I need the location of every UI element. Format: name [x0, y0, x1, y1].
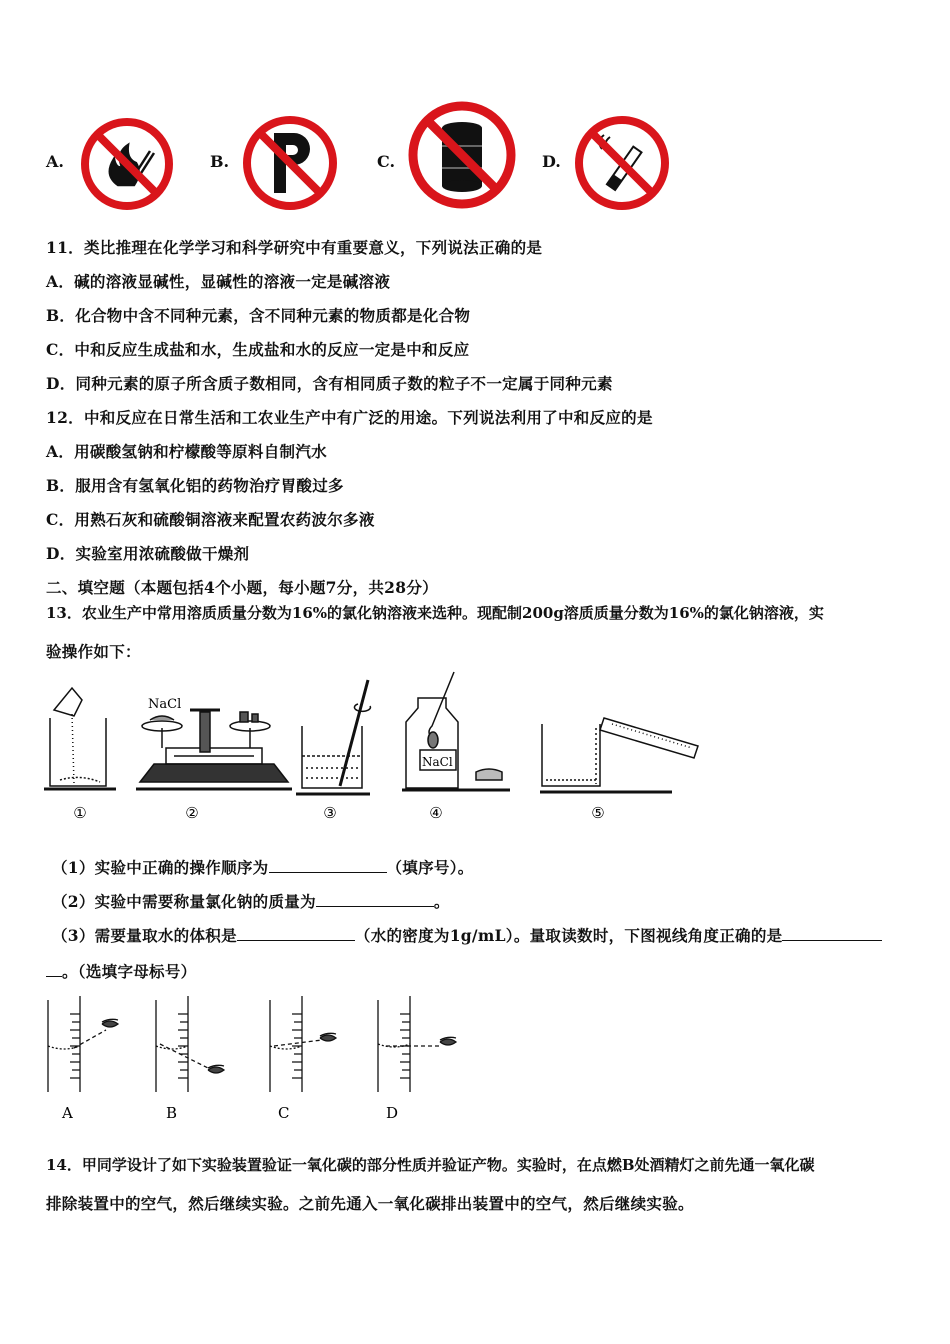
cylinder-d: [378, 996, 456, 1092]
q12-option-c: C．用熟石灰和硫酸铜溶液来配置农药波尔多液: [46, 510, 375, 529]
no-smoking-icon: [572, 113, 672, 213]
q12-option-b: B．服用含有氢氧化铝的药物治疗胃酸过多: [46, 476, 344, 495]
q13-sub3-blank-tail: [46, 962, 62, 977]
reading-label-b: B: [166, 1104, 178, 1122]
q13-sub2-text: （2）实验中需要称量氯化钠的质量为: [52, 892, 316, 911]
q13-sub1-blank[interactable]: [269, 858, 387, 873]
q13-stem-line2: 验操作如下：: [46, 642, 141, 661]
no-open-flame-icon: [78, 115, 176, 213]
reading-label-a: A: [62, 1104, 73, 1122]
sign-a-label: A.: [46, 152, 64, 171]
experiment-figure: [40, 668, 720, 828]
reading-label-c: C: [278, 1104, 290, 1122]
q13-sub3-blank-volume[interactable]: [237, 926, 355, 941]
q14-line2: 排除装置中的空气，然后继续实验。之前先通入一氧化碳排出装置中的空气，然后继续实验。: [46, 1194, 694, 1213]
sign-b-label: B.: [210, 152, 230, 171]
q13-sub3-suffix: 。（选填字母标号）: [62, 962, 197, 981]
q11-option-d: D．同种元素的原子所含质子数相同，含有相同质子数的粒子不一定属于同种元素: [46, 374, 613, 393]
q13-sub3-blank-answer[interactable]: [782, 926, 882, 941]
q12-option-d: D．实验室用浓硫酸做干燥剂: [46, 544, 250, 563]
q13-sub2-suffix: 。: [433, 892, 450, 911]
q11-option-c: C．中和反应生成盐和水，生成盐和水的反应一定是中和反应: [46, 340, 470, 359]
no-parking-icon: [240, 113, 340, 213]
balance-nacl-label: NaCl: [148, 697, 182, 712]
section-heading: 二、填空题（本题包括4个小题，每小题7分，共28分）: [46, 578, 438, 597]
q14-line1: 14．甲同学设计了如下实验装置验证一氧化碳的部分性质并验证产物。实验时，在点燃B处酒精灯之前先通一氧化碳: [46, 1156, 815, 1174]
figure-label-4: ④: [429, 804, 443, 822]
figure-label-1: ①: [73, 804, 87, 822]
q11-option-a: A．碱的溶液显碱性，显碱性的溶液一定是碱溶液: [46, 272, 391, 291]
figure-label-5: ⑤: [591, 804, 605, 822]
step-5-pour-water: [540, 718, 698, 792]
step-1-pour-salt: [44, 688, 116, 789]
cylinder-a: [48, 996, 118, 1092]
step-3-stir: [296, 680, 370, 794]
q13-sub3: [52, 924, 882, 946]
sign-d-label: D.: [542, 152, 561, 171]
figure-label-3: ③: [323, 804, 337, 822]
q13-sub3-mid: （水的密度为1g/mL）。量取读数时，下图视线角度正确的是: [354, 926, 783, 945]
step-4-reagent-bottle: [402, 672, 510, 790]
reading-angle-figure: [40, 992, 480, 1128]
reading-label-d: D: [386, 1104, 399, 1122]
sign-c-label: C.: [377, 152, 396, 171]
q11-stem: 11．类比推理在化学学习和科学研究中有重要意义，下列说法正确的是: [46, 238, 543, 257]
bottle-nacl-label: NaCl: [422, 755, 453, 769]
q13-sub1-text: （1）实验中正确的操作顺序为: [52, 858, 269, 877]
q12-stem: 12．中和反应在日常生活和工农业生产中有广泛的用途。下列说法利用了中和反应的是: [46, 408, 653, 427]
step-2-balance: [136, 710, 292, 789]
q13-sub2-blank[interactable]: [316, 892, 434, 907]
q13-sub3-cont: [46, 960, 196, 982]
q13-sub3-text: （3）需要量取水的体积是: [52, 926, 237, 945]
q11-option-b: B．化合物中含不同种元素，含不同种元素的物质都是化合物: [46, 306, 471, 325]
q13-sub1: [52, 856, 474, 878]
no-oil-barrel-icon: [405, 98, 519, 212]
cylinder-b: [156, 996, 224, 1092]
figure-label-2: ②: [185, 804, 199, 822]
q13-sub2: [52, 890, 450, 912]
q13-sub1-suffix: （填序号）。: [386, 858, 474, 877]
q13-stem-line1: 13．农业生产中常用溶质质量分数为16%的氯化钠溶液来选种。现配制200g溶质质量分数为16%的氯化钠溶液，实: [46, 604, 824, 622]
cylinder-c: [270, 996, 336, 1092]
q12-option-a: A．用碳酸氢钠和柠檬酸等原料自制汽水: [46, 442, 327, 461]
